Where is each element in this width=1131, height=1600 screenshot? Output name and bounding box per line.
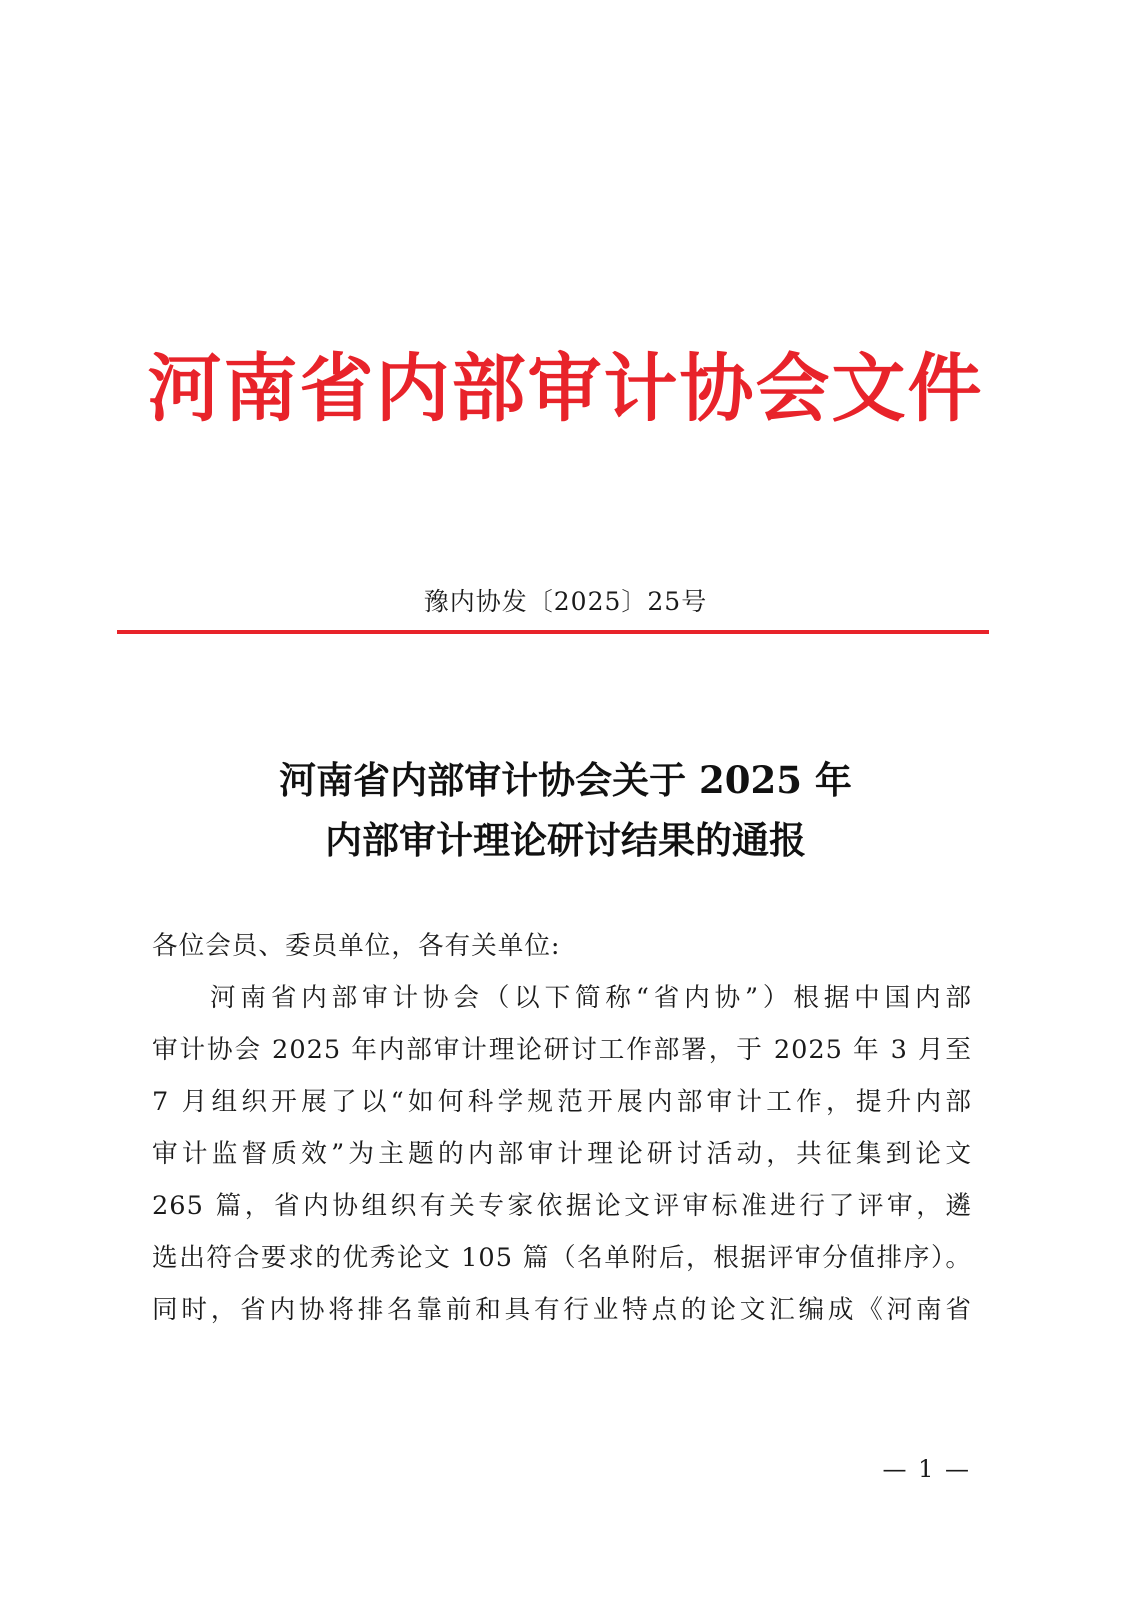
notice-body [152, 920, 972, 1336]
red-divider-line [117, 630, 989, 634]
body-line-7: 同时，省内协将排名靠前和具有行业特点的论文汇编成《河南省 [152, 1295, 972, 1325]
body-line-3: 7 月组织开展了以“如何科学规范开展内部审计工作，提升内部 [152, 1087, 972, 1117]
body-line-5: 265 篇，省内协组织有关专家依据论文评审标准进行了评审，遴 [152, 1191, 972, 1221]
notice-title [0, 750, 1131, 870]
notice-title-line-2: 内部审计理论研讨结果的通报 [325, 818, 806, 862]
body-line-4: 审计监督质效”为主题的内部审计理论研讨活动，共征集到论文 [152, 1139, 972, 1169]
document-header-title: 河南省内部审计协会文件 [147, 346, 984, 432]
body-line-6: 选出符合要求的优秀论文 105 篇（名单附后，根据评审分值排序）。 [152, 1243, 972, 1273]
page-number: — 1 — [882, 1455, 971, 1483]
notice-title-line-1: 河南省内部审计协会关于 2025 年 [279, 758, 852, 802]
body-line-2: 审计协会 2025 年内部审计理论研讨工作部署，于 2025 年 3 月至 [152, 1035, 972, 1065]
document-number: 豫内协发〔2025〕25号 [423, 587, 708, 616]
body-line-1: 河南省内部审计协会（以下简称“省内协”）根据中国内部 [210, 983, 972, 1013]
salutation: 各位会员、委员单位，各有关单位: [152, 931, 561, 961]
